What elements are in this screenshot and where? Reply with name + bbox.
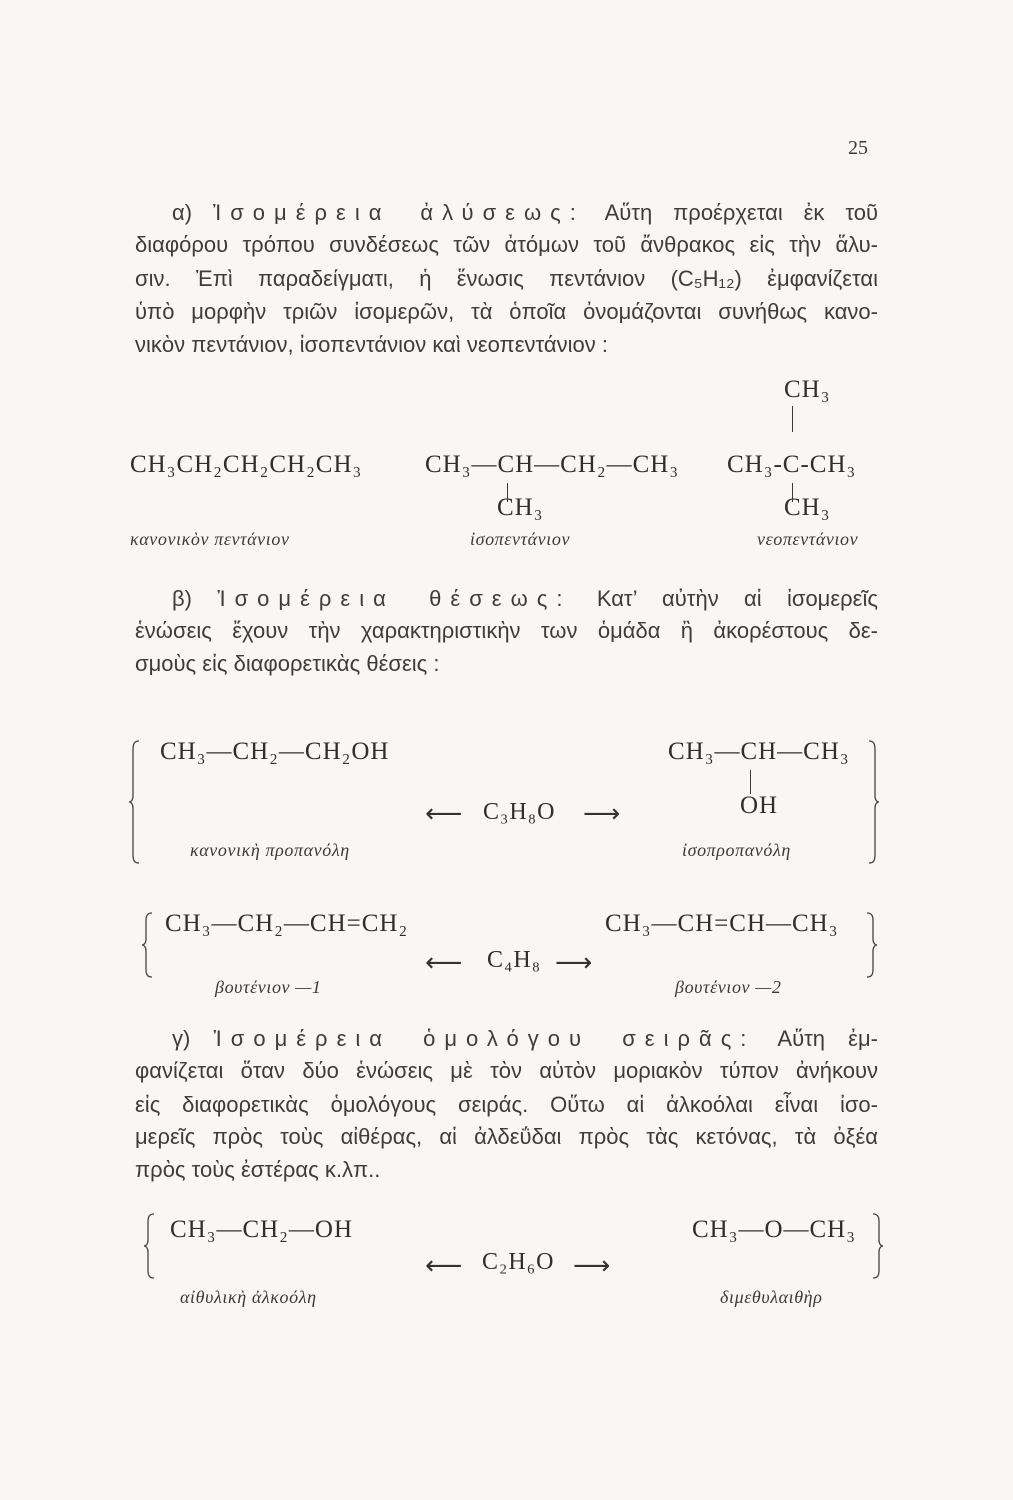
paragraph-line: σιν. Ἐπὶ παραδείγματι, ἡ ἕνωσις πεντάνιον (C₅H₁₂) ἐμφανίζεται	[135, 266, 878, 291]
molecular-formula: C₃H₈O	[483, 799, 556, 825]
paragraph-text: Αὕτη προέρχεται ἐκ τοῦ	[604, 200, 878, 225]
paragraph-line: πρὸς τοὺς ἐστέρας κ.λπ..	[135, 1157, 381, 1182]
section-heading: Ἰσομέρεια ὁμολόγου σειρᾶς:	[213, 1026, 756, 1051]
right-brace	[866, 912, 878, 978]
left-brace	[141, 912, 153, 978]
section-heading: Ἰσομέρεια ἀλύσεως:	[212, 200, 585, 225]
section-heading: Ἰσομέρεια θέσεως:	[217, 586, 572, 611]
isopropanol-label: ἰσοπροπανόλη	[682, 840, 791, 860]
paragraph-line	[172, 196, 878, 229]
butene-2-label: βουτένιον —2	[675, 977, 782, 997]
dimethyl-ether-label: διμεθυλαιθὴρ	[720, 1287, 823, 1307]
section-label: α)	[172, 200, 193, 225]
dimethyl-ether-formula: CH₃—O—CH₃	[692, 1216, 856, 1243]
neopentane-branch-bottom: CH₃	[784, 494, 831, 521]
neopentane-label: νεοπεντάνιον	[757, 529, 859, 549]
section-label: β)	[172, 586, 192, 611]
arrow-right: ⟶	[583, 799, 621, 829]
butene-2-formula: CH₃—CH=CH—CH₃	[605, 910, 839, 937]
paragraph-text: Κατ’ αὐτὴν αἱ ἰσομερεῖς	[596, 586, 878, 611]
paragraph-line: νικὸν πεντάνιον, ἰσοπεντάνιον καὶ νεοπεντάνιον :	[135, 332, 608, 357]
butene-1-formula: CH₃—CH₂—CH=CH₂	[165, 910, 409, 937]
page-number: 25	[848, 137, 868, 159]
right-brace	[868, 740, 880, 864]
butene-1-label: βουτένιον —1	[215, 977, 322, 997]
isopentane-formula: CH₃—CH—CH₂—CH₃	[425, 451, 680, 478]
arrow-left: ⟵	[425, 1251, 463, 1281]
propanol-formula: CH₃—CH₂—CH₂OH	[160, 738, 390, 765]
neopentane-formula: CH₃-C-CH₃	[727, 451, 857, 478]
paragraph-text: Αὕτη ἐμ-	[777, 1026, 878, 1051]
paragraph-line: φανίζεται ὅταν δύο ἑνώσεις μὲ τὸν αὐτὸν μοριακὸν τύπον ἀνήκουν	[135, 1058, 878, 1083]
isopropanol-formula: CH₃—CH—CH₃	[668, 738, 850, 765]
left-brace	[143, 1213, 155, 1279]
arrow-left: ⟵	[425, 948, 463, 978]
arrow-right: ⟶	[555, 948, 593, 978]
propanol-label: κανονικὴ προπανόλη	[190, 840, 350, 860]
paragraph-line: εἰς διαφορετικὰς ὁμολόγους σειράς. Οὕτω αἱ ἀλκοόλαι εἶναι ἰσο-	[135, 1092, 878, 1117]
isopentane-branch: CH₃	[497, 494, 544, 521]
paragraph-line: μερεῖς πρὸς τοὺς αἰθέρας, αἱ ἀλδεΰδαι πρὸς τὰς κετόνας, τὰ ὀξέα	[135, 1124, 878, 1149]
arrow-left: ⟵	[425, 799, 463, 829]
paragraph-line: διαφόρου τρόπου συνδέσεως τῶν ἀτόμων τοῦ ἄνθρακος εἰς τὴν ἅλυ-	[135, 232, 878, 257]
arrow-right: ⟶	[573, 1251, 611, 1281]
paragraph-line: ὑπὸ μορφὴν τριῶν ἰσομερῶν, τὰ ὁποῖα ὀνομάζονται συνήθως κανο-	[135, 299, 878, 324]
paragraph-line	[172, 1022, 878, 1055]
ethanol-label: αἰθυλικὴ ἀλκοόλη	[180, 1287, 317, 1307]
paragraph-line: ἑνώσεις ἔχουν τὴν χαρακτηριστικὴν των ὁμάδα ἢ ἀκορέστους δε-	[135, 618, 878, 643]
bond-line	[792, 406, 793, 432]
ethanol-formula: CH₃—CH₂—OH	[170, 1216, 353, 1243]
isopentane-label: ἰσοπεντάνιον	[470, 529, 571, 549]
paragraph-line: σμοὺς εἰς διαφορετικὰς θέσεις :	[135, 651, 440, 676]
isopropanol-branch: OH	[740, 792, 779, 819]
molecular-formula: C₄H₈	[487, 947, 542, 973]
neopentane-branch-top: CH₃	[784, 376, 831, 403]
molecular-formula: C₂H₆O	[482, 1249, 555, 1275]
n-pentane-label: κανονικὸν πεντάνιον	[130, 529, 290, 549]
section-label: γ)	[172, 1026, 191, 1051]
right-brace	[872, 1213, 884, 1279]
n-pentane-formula: CH₃CH₂CH₂CH₂CH₃	[130, 451, 363, 478]
left-brace	[128, 740, 140, 864]
paragraph-line	[172, 582, 878, 615]
